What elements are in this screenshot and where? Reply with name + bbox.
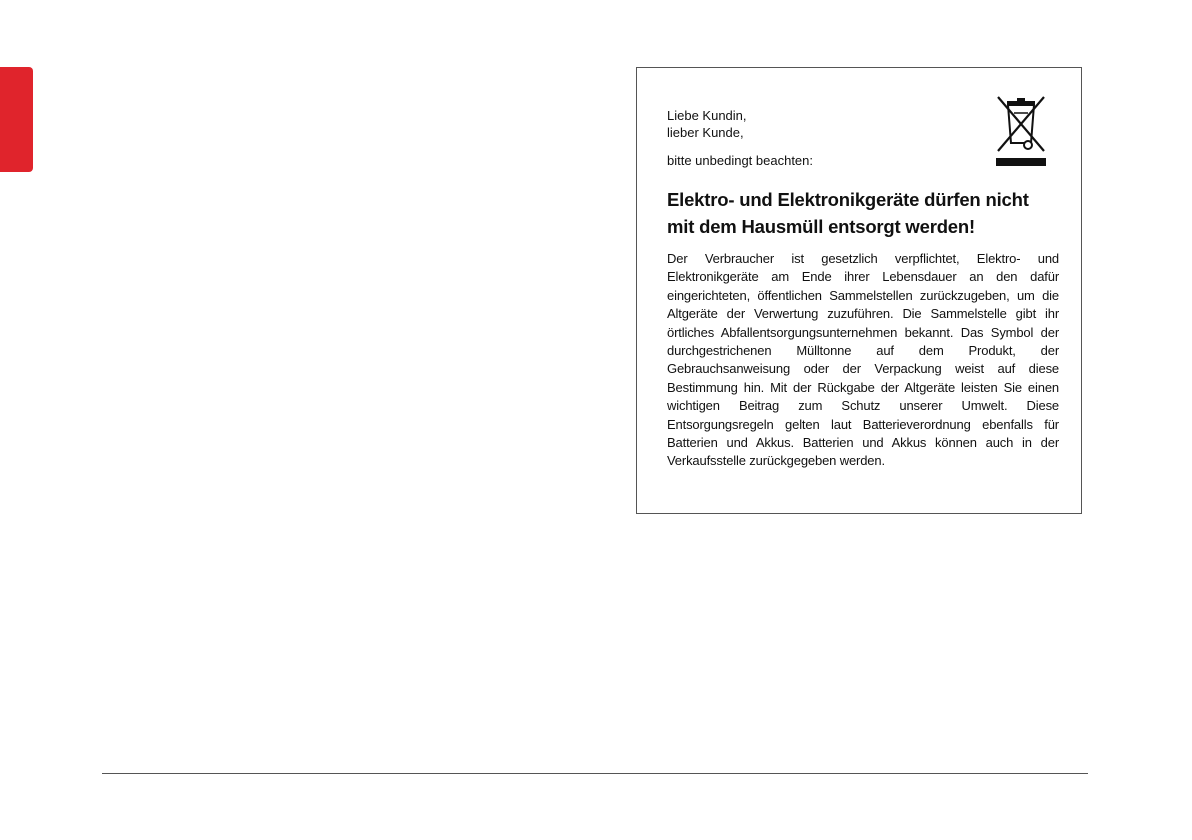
crossed-out-wheelie-bin-icon <box>993 95 1049 169</box>
disposal-notice-box <box>636 67 1082 514</box>
greeting <box>667 107 747 141</box>
greeting-line-1: Liebe Kundin, <box>667 108 747 123</box>
body-paragraph: Der Verbraucher ist gesetzlich verpflichtet, Elektro- und Elektronikgeräte am Ende ihrer Lebensdauer an den dafür eingerichteten, öffentlichen Sammelstellen zurückzugeben, um die Altgeräte der Verwertung zuzuführen. Die Sammelstelle gibt ihr örtliches Abfallentsorgungsunternehmen bekannt. Das Symbol der durchgestrichenen Mülltonne auf dem Produkt, der Gebrauchsanweisung oder der Verpackung weist auf diese Bestimmung hin. Mit der Rückgabe der Altgeräte leisten Sie einen wichtigen Beitrag zum Schutz unserer Umwelt. Diese Entsorgungsregeln gelten laut Batterieverordnung ebenfalls für Batterien und Akkus. Batterien und Akkus können auch in der Verkaufsstelle zurückgegeben werden. <box>667 251 1059 469</box>
headline-line-2: mit dem Hausmüll entsorgt werden! <box>667 216 975 237</box>
headline-line-1: Elektro- und Elektronikgeräte dürfen nicht <box>667 189 1029 210</box>
greeting-line-2: lieber Kunde, <box>667 125 744 140</box>
instruction-text: bitte unbedingt beachten: <box>667 153 814 168</box>
headline <box>667 186 1059 240</box>
footer-rule <box>102 773 1088 774</box>
chapter-tab-marker <box>0 67 33 172</box>
